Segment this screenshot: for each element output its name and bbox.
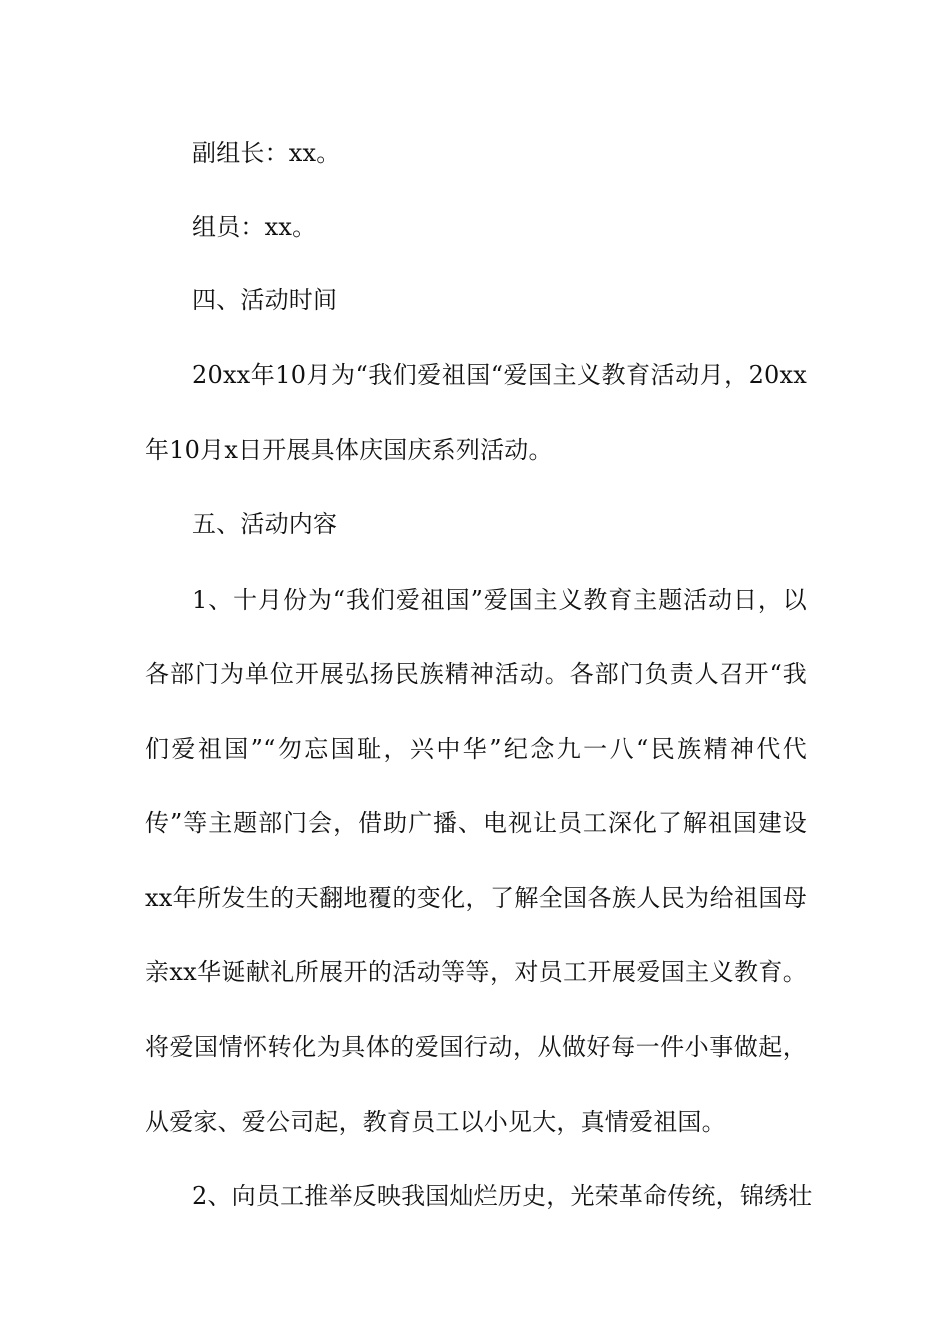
heading-text: 五、活动内容 bbox=[192, 510, 338, 538]
text-line: 将爱国情怀转化为具体的爱国行动，从做好每一件小事做起， bbox=[145, 1033, 807, 1061]
heading-text: 四、活动时间 bbox=[192, 286, 338, 314]
paragraph-line bbox=[0, 878, 950, 918]
paragraph-line bbox=[0, 654, 950, 694]
paragraph-line bbox=[0, 430, 950, 470]
paragraph-line bbox=[0, 1027, 950, 1067]
paragraph-line bbox=[0, 580, 950, 620]
section-heading-content bbox=[0, 504, 950, 544]
deputy-leader-line bbox=[0, 133, 950, 173]
text-line: 2、向员工推举反映我国灿烂历史，光荣革命传统，锦绣壮 bbox=[192, 1182, 813, 1210]
paragraph-line bbox=[0, 952, 950, 992]
text-line: 1、十月份为“我们爱祖国”爱国主义教育主题活动日，以 bbox=[192, 586, 807, 614]
text-line: 传”等主题部门会，借助广播、电视让员工深化了解祖国建设 bbox=[145, 809, 807, 837]
text-line: 年10月x日开展具体庆国庆系列活动。 bbox=[145, 436, 553, 464]
paragraph-line bbox=[0, 355, 950, 395]
text-line: xx年所发生的天翻地覆的变化，了解全国各族人民为给祖国母 bbox=[145, 884, 807, 912]
text-line: 们爱祖国”“勿忘国耻，兴中华”纪念九一八“民族精神代代 bbox=[145, 735, 807, 763]
text-line: 从爱家、爱公司起，教育员工以小见大，真情爱祖国。 bbox=[145, 1108, 726, 1136]
paragraph-line bbox=[0, 1176, 950, 1216]
text-line: 20xx年10月为“我们爱祖国“爱国主义教育活动月，20xx bbox=[192, 361, 807, 389]
paragraph-line bbox=[0, 729, 950, 769]
text-line: 组员：xx。 bbox=[192, 213, 317, 241]
text-line: 亲xx华诞献礼所展开的活动等等，对员工开展爱国主义教育。 bbox=[145, 958, 807, 986]
text-line: 副组长：xx。 bbox=[192, 139, 341, 167]
paragraph-line bbox=[0, 1102, 950, 1142]
paragraph-line bbox=[0, 803, 950, 843]
members-line bbox=[0, 207, 950, 247]
text-line: 各部门为单位开展弘扬民族精神活动。各部门负责人召开“我 bbox=[145, 660, 807, 688]
section-heading-time bbox=[0, 280, 950, 320]
